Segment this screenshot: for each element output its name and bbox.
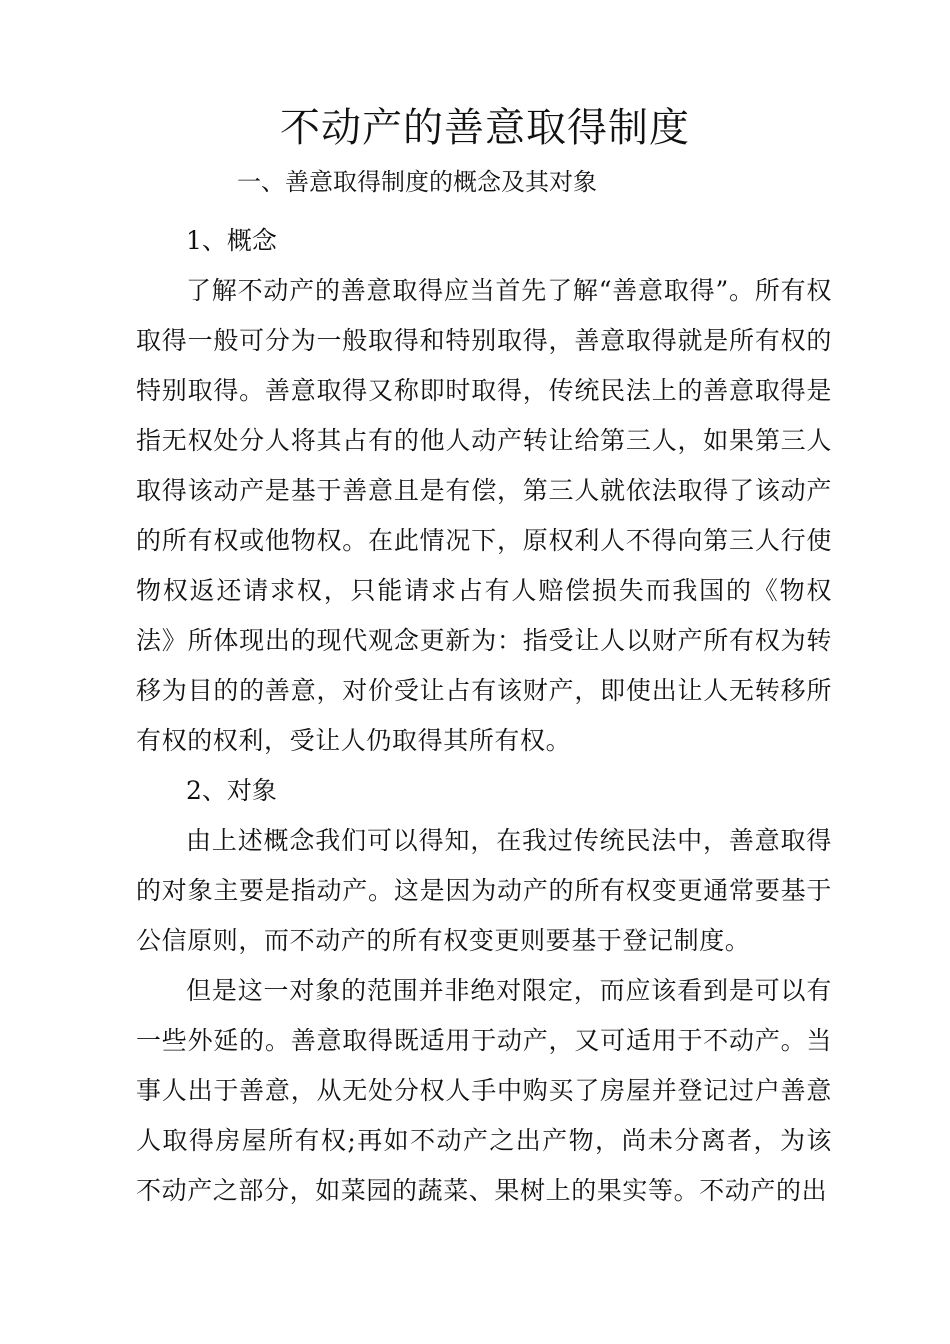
paragraph-object: 由上述概念我们可以得知，在我过传统民法中，善意取得的对象主要是指动产。这是因为动产的所有权变更通常要基于公信原则，而不动产的所有权变更则要基于登记制度。 xyxy=(136,826,832,955)
subheading-object: 2、对象 xyxy=(186,776,277,805)
document-body xyxy=(136,216,832,1216)
section-heading-concept-and-object: 一、善意取得制度的概念及其对象 xyxy=(237,168,597,196)
subheading-concept: 1、概念 xyxy=(186,226,277,255)
document-title: 不动产的善意取得制度 xyxy=(280,105,690,151)
paragraph-object-extension: 但是这一对象的范围并非绝对限定，而应该看到是可以有一些外延的。善意取得既适用于动产，又可适用于不动产。当事人出于善意，从无处分权人手中购买了房屋并登记过户善意人取得房屋所有权;再如不动产之出产物，尚未分离者，为该不动产之部分，如菜园的蔬菜、果树上的果实等。不动产的出 xyxy=(136,976,832,1205)
paragraph-concept: 了解不动产的善意取得应当首先了解“善意取得”。所有权取得一般可分为一般取得和特别取得，善意取得就是所有权的特别取得。善意取得又称即时取得，传统民法上的善意取得是指无权处分人将其占有的他人动产转让给第三人，如果第三人取得该动产是基于善意且是有偿，第三人就依法取得了该动产的所有权或他物权。在此情况下，原权利人不得向第三人行使物权返还请求权，只能请求占有人赔偿损失而我国的《物权法》所体现出的现代观念更新为：指受让人以财产所有权为转移为目的的善意，对价受让占有该财产，即使出让人无转移所有权的权利，受让人仍取得其所有权。 xyxy=(136,276,832,755)
